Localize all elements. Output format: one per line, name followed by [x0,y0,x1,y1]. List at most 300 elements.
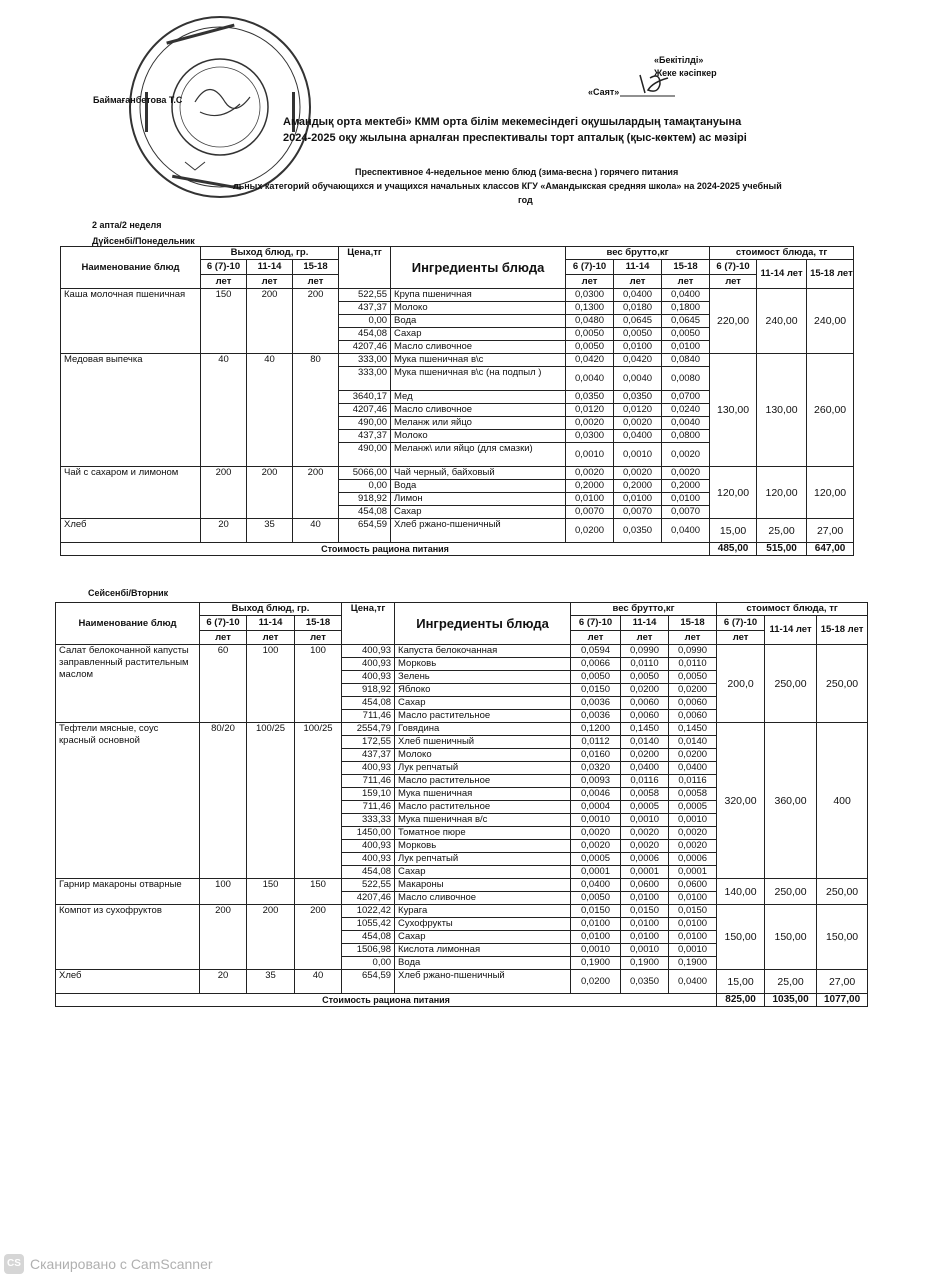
ingredient-weight-3: 0,0140 [669,736,717,749]
header-years: лет [201,275,247,289]
ingredient-weight-3: 0,0060 [669,697,717,710]
dish-cost-1: 200,0 [717,645,765,723]
ingredient-weight-3: 0,0990 [669,645,717,658]
dish-cost-2: 360,00 [765,723,817,879]
header-age-2: 11-14 [247,616,295,631]
total-cost-3: 1077,00 [817,994,868,1007]
table-row [56,645,868,658]
table-row [61,519,854,543]
dish-output-1: 150 [201,289,247,354]
ingredient-name: Вода [395,957,571,970]
dish-cost-3: 27,00 [807,519,854,543]
title-ru-line3: год [518,195,533,205]
ingredient-name: Лук репчатый [395,853,571,866]
ingredient-weight-1: 0,0036 [571,710,621,723]
ingredient-weight-1: 0,0200 [566,519,614,543]
ingredient-weight-2: 0,2000 [614,480,662,493]
dish-name: Хлеб [61,519,201,543]
ingredient-weight-3: 0,0100 [662,493,710,506]
ingredient-name: Сухофрукты [395,918,571,931]
dish-output-1: 80/20 [200,723,247,879]
dish-cost-3: 150,00 [817,905,868,970]
dish-name: Хлеб [56,970,200,994]
dish-cost-2: 120,00 [757,467,807,519]
ingredient-weight-3: 0,0400 [669,762,717,775]
ingredient-name: Меланж или яйцо [391,417,566,430]
ingredient-weight-2: 0,0120 [614,404,662,417]
camscanner-watermark: Сканировано с CamScanner [30,1256,213,1272]
ingredient-weight-1: 0,0100 [571,918,621,931]
header-cost-age-3: 15-18 лет [817,616,868,645]
ingredient-weight-3: 0,0100 [669,931,717,944]
ingredient-name: Мука пшеничная в\с (на подпыл ) [391,367,566,391]
header-weight-age-2: 11-14 [614,260,662,275]
header-years: лет [710,275,757,289]
header-weight-age-2: 11-14 [621,616,669,631]
ingredient-name: Мука пшеничная в/с [395,814,571,827]
ingredient-weight-1: 0,0004 [571,801,621,814]
ingredient-price: 711,46 [342,710,395,723]
ingredient-weight-3: 0,0400 [662,519,710,543]
ingredient-weight-3: 0,1900 [669,957,717,970]
header-dish: Наименование блюд [56,603,200,645]
dish-name: Компот из сухофруктов [56,905,200,970]
person-name: Баймағанбетова Т.С [93,95,183,105]
ingredient-weight-3: 0,0700 [662,391,710,404]
ingredient-name: Мука пшеничная в\с [391,354,566,367]
ingredient-weight-1: 0,0050 [571,892,621,905]
dish-output-1: 200 [200,905,247,970]
ingredient-name: Сахар [395,697,571,710]
header-age-1: 6 (7)-10 [201,260,247,275]
ingredient-price: 1506,98 [342,944,395,957]
ingredient-name: Вода [391,480,566,493]
ingredient-weight-3: 0,1450 [669,723,717,736]
ingredient-name: Молоко [395,749,571,762]
dish-output-1: 40 [201,354,247,467]
dish-cost-1: 150,00 [717,905,765,970]
header-years: лет [293,275,339,289]
ingredient-weight-2: 0,0020 [621,840,669,853]
dish-output-2: 200 [247,467,293,519]
total-cost-3: 647,00 [807,543,854,556]
dish-cost-1: 15,00 [717,970,765,994]
dish-cost-1: 120,00 [710,467,757,519]
ingredient-weight-2: 0,0180 [614,302,662,315]
dish-cost-1: 140,00 [717,879,765,905]
ingredient-name: Капуста белокочанная [395,645,571,658]
ingredient-price: 711,46 [342,775,395,788]
ingredient-name: Говядина [395,723,571,736]
ingredient-weight-1: 0,0050 [571,671,621,684]
ingredient-weight-3: 0,0060 [669,710,717,723]
ingredient-weight-1: 0,0350 [566,391,614,404]
dish-output-3: 40 [293,519,339,543]
tuesday-table-body [56,645,868,1007]
ingredient-price: 2554,79 [342,723,395,736]
ingredient-price: 437,37 [339,302,391,315]
ingredient-name: Вода [391,315,566,328]
ingredient-weight-1: 0,0050 [566,328,614,341]
header-cost: стоимост блюда, тг [710,247,854,260]
ingredient-price: 454,08 [342,931,395,944]
header-years: лет [200,631,247,645]
ingredient-weight-1: 0,0010 [571,944,621,957]
ingredient-weight-1: 0,0150 [571,684,621,697]
header-age-3: 15-18 [293,260,339,275]
ingredient-weight-2: 0,1900 [621,957,669,970]
header-weight-age-3: 15-18 [669,616,717,631]
total-label: Стоимость рациона питания [56,994,717,1007]
ingredient-weight-3: 0,0116 [669,775,717,788]
ingredient-weight-2: 0,0050 [621,671,669,684]
header-cost-age-1: 6 (7)-10 [717,616,765,631]
header-age-1: 6 (7)-10 [200,616,247,631]
dish-cost-1: 320,00 [717,723,765,879]
ingredient-weight-2: 0,0150 [621,905,669,918]
dish-output-1: 200 [201,467,247,519]
ingredient-weight-1: 0,0005 [571,853,621,866]
ingredient-weight-1: 0,0320 [571,762,621,775]
ingredient-weight-2: 0,0001 [621,866,669,879]
dish-cost-2: 250,00 [765,645,817,723]
dish-name: Каша молочная пшеничная [61,289,201,354]
ingredient-weight-1: 0,0093 [571,775,621,788]
dish-output-2: 100 [247,645,295,723]
ingredient-name: Зелень [395,671,571,684]
header-dish: Наименование блюд [61,247,201,289]
ingredient-weight-1: 0,0020 [571,827,621,840]
title-kz-line1: Амандық орта мектебі» КММ орта білім мекемесіндегі оқушылардың тамақтануына [283,116,742,128]
dish-output-2: 150 [247,879,295,905]
header-cost-age-1: 6 (7)-10 [710,260,757,275]
monday-menu-table [60,246,854,556]
ingredient-price: 5066,00 [339,467,391,480]
dish-output-3: 80 [293,354,339,467]
ingredient-weight-3: 0,0050 [669,671,717,684]
ingredient-name: Масло сливочное [391,341,566,354]
ingredient-weight-1: 0,0036 [571,697,621,710]
ingredient-price: 0,00 [339,315,391,328]
ingredient-weight-1: 0,0200 [571,970,621,994]
total-cost-1: 825,00 [717,994,765,1007]
ingredient-weight-2: 0,0400 [614,430,662,443]
ingredient-weight-1: 0,0100 [571,931,621,944]
ingredient-name: Масло растительное [395,775,571,788]
ingredient-weight-1: 0,0020 [566,467,614,480]
ingredient-price: 490,00 [339,417,391,430]
dish-output-3: 40 [295,970,342,994]
ingredient-price: 0,00 [342,957,395,970]
week-label: 2 апта/2 неделя [92,220,162,230]
dish-output-2: 35 [247,519,293,543]
dish-cost-3: 400 [817,723,868,879]
ingredient-weight-3: 0,0200 [669,684,717,697]
total-row [61,543,854,556]
ingredient-weight-2: 0,0040 [614,367,662,391]
ingredient-weight-1: 0,0120 [566,404,614,417]
header-years: лет [566,275,614,289]
ingredient-price: 333,00 [339,354,391,367]
ingredient-weight-1: 0,0420 [566,354,614,367]
ingredient-weight-2: 0,0110 [621,658,669,671]
header-cost-age-3: 15-18 лет [807,260,854,289]
header-years: лет [669,631,717,645]
ingredient-name: Мука пшеничная [395,788,571,801]
ingredient-price: 437,37 [339,430,391,443]
ingredient-name: Масло растительное [395,710,571,723]
ingredient-price: 454,08 [339,328,391,341]
dish-cost-3: 27,00 [817,970,868,994]
table-row [56,905,868,918]
ingredient-weight-2: 0,0010 [621,944,669,957]
header-price: Цена,тг [339,247,391,289]
ingredient-weight-1: 0,0001 [571,866,621,879]
ingredient-weight-1: 0,0050 [566,341,614,354]
ingredient-weight-1: 0,0150 [571,905,621,918]
ingredient-name: Хлеб ржано-пшеничный [395,970,571,994]
ingredient-weight-3: 0,0080 [662,367,710,391]
ingredient-weight-1: 0,1300 [566,302,614,315]
ingredient-weight-3: 0,0040 [662,417,710,430]
header-weight: вес брутто,кг [566,247,710,260]
dish-cost-3: 250,00 [817,645,868,723]
dish-output-1: 20 [201,519,247,543]
monday-label: Дүйсенбі/Понедельник [92,236,195,246]
ingredient-weight-2: 0,0600 [621,879,669,892]
header-weight-age-1: 6 (7)-10 [566,260,614,275]
camscanner-logo-icon: CS [4,1254,24,1274]
title-ru-line1: Преспективное 4-недельное меню блюд (зима-весна ) горячего питания [355,167,679,177]
ingredient-weight-2: 0,0116 [621,775,669,788]
table-row [61,289,854,302]
ingredient-weight-3: 0,0050 [662,328,710,341]
ingredient-weight-3: 0,0020 [669,827,717,840]
ingredient-weight-1: 0,0020 [566,417,614,430]
ingredient-weight-3: 0,0005 [669,801,717,814]
dish-cost-3: 240,00 [807,289,854,354]
ingredient-weight-3: 0,0150 [669,905,717,918]
dish-output-3: 100/25 [295,723,342,879]
dish-cost-1: 15,00 [710,519,757,543]
ingredient-name: Хлеб ржано-пшеничный [391,519,566,543]
private-entrepreneur-label: Жеке кәсіпкер [654,68,717,78]
dish-output-3: 200 [293,289,339,354]
ingredient-weight-1: 0,0480 [566,315,614,328]
dish-output-2: 40 [247,354,293,467]
ingredient-weight-3: 0,0020 [669,840,717,853]
dish-output-2: 200 [247,905,295,970]
ingredient-weight-1: 0,0010 [566,443,614,467]
ingredient-price: 1450,00 [342,827,395,840]
ingredient-name: Макароны [395,879,571,892]
ingredient-name: Сахар [395,931,571,944]
dish-name: Гарнир макароны отварные [56,879,200,905]
ingredient-weight-1: 0,0400 [571,879,621,892]
ingredient-weight-3: 0,0110 [669,658,717,671]
ingredient-price: 333,33 [342,814,395,827]
ingredient-weight-2: 0,0100 [621,892,669,905]
ingredient-weight-2: 0,0010 [614,443,662,467]
header-cost: стоимост блюда, тг [717,603,868,616]
header-years: лет [717,631,765,645]
header-years: лет [621,631,669,645]
ingredient-name: Молоко [391,430,566,443]
ingredient-price: 918,92 [339,493,391,506]
dish-cost-2: 25,00 [757,519,807,543]
ingredient-weight-2: 0,0020 [621,827,669,840]
header-years: лет [614,275,662,289]
ingredient-weight-3: 0,0200 [669,749,717,762]
header-ingredients: Ингредиенты блюда [395,603,571,645]
ingredient-weight-2: 0,0350 [621,970,669,994]
ingredient-weight-2: 0,0645 [614,315,662,328]
ingredient-weight-3: 0,0010 [669,944,717,957]
header-weight-age-3: 15-18 [662,260,710,275]
ingredient-name: Масло сливочное [391,404,566,417]
tuesday-label: Сейсенбі/Вторник [88,588,169,598]
ingredient-price: 333,00 [339,367,391,391]
ingredient-weight-3: 0,0020 [662,467,710,480]
total-label: Стоимость рациона питания [61,543,710,556]
ingredient-weight-3: 0,0840 [662,354,710,367]
ingredient-weight-2: 0,0100 [614,493,662,506]
dish-output-2: 200 [247,289,293,354]
ingredient-weight-1: 0,0112 [571,736,621,749]
ingredient-weight-2: 0,0100 [621,918,669,931]
ingredient-price: 400,93 [342,645,395,658]
ingredient-weight-2: 0,0100 [621,931,669,944]
ingredient-weight-2: 0,0060 [621,697,669,710]
ingredient-weight-3: 0,1800 [662,302,710,315]
ingredient-weight-2: 0,0005 [621,801,669,814]
ingredient-price: 490,00 [339,443,391,467]
ingredient-price: 4207,46 [339,341,391,354]
dish-cost-2: 240,00 [757,289,807,354]
monday-table-body [61,289,854,556]
ingredient-weight-3: 0,0400 [669,970,717,994]
dish-name: Салат белокочанной капусты заправленный растительным маслом [56,645,200,723]
ingredient-price: 400,93 [342,671,395,684]
total-row [56,994,868,1007]
ingredient-weight-2: 0,0200 [621,749,669,762]
ingredient-name: Томатное пюре [395,827,571,840]
ingredient-price: 4207,46 [342,892,395,905]
ingredient-name: Крупа пшеничная [391,289,566,302]
round-seal-stamp [125,12,315,202]
dish-name: Чай с сахаром и лимоном [61,467,201,519]
ingredient-weight-1: 0,0300 [566,289,614,302]
signature-scribble [620,70,680,100]
ingredient-name: Масло растительное [395,801,571,814]
ingredient-weight-2: 0,0058 [621,788,669,801]
ingredient-name: Кислота лимонная [395,944,571,957]
ingredient-price: 454,08 [339,506,391,519]
ingredient-name: Морковь [395,840,571,853]
dish-cost-3: 120,00 [807,467,854,519]
ingredient-name: Сахар [395,866,571,879]
ingredient-weight-1: 0,0010 [571,814,621,827]
ingredient-weight-1: 0,0066 [571,658,621,671]
ingredient-weight-1: 0,2000 [566,480,614,493]
ingredient-weight-3: 0,0006 [669,853,717,866]
ingredient-name: Молоко [391,302,566,315]
ingredient-weight-1: 0,0594 [571,645,621,658]
ingredient-weight-2: 0,1450 [621,723,669,736]
header-ingredients: Ингредиенты блюда [391,247,566,289]
title-ru-line2: льных категорий обучающихся и учащихся начальных классов КГУ «Амандыкская средняя школа» на 2024-2025 учебный [233,181,782,191]
ingredient-weight-2: 0,0070 [614,506,662,519]
header-years: лет [295,631,342,645]
ingredient-weight-3: 0,0400 [662,289,710,302]
ingredient-weight-1: 0,1200 [571,723,621,736]
dish-output-3: 100 [295,645,342,723]
ingredient-weight-2: 0,0020 [614,417,662,430]
ingredient-weight-3: 0,0100 [669,918,717,931]
ingredient-name: Курага [395,905,571,918]
ingredient-price: 918,92 [342,684,395,697]
ingredient-weight-2: 0,0990 [621,645,669,658]
total-cost-2: 515,00 [757,543,807,556]
dish-cost-1: 130,00 [710,354,757,467]
table-row [56,723,868,736]
ingredient-weight-2: 0,0200 [621,684,669,697]
ingredient-weight-1: 0,0046 [571,788,621,801]
total-cost-2: 1035,00 [765,994,817,1007]
table-row [61,467,854,480]
ingredient-name: Чай черный, байховый [391,467,566,480]
ingredient-weight-3: 0,2000 [662,480,710,493]
approved-label: «Бекітілді» [654,55,704,65]
ingredient-name: Хлеб пшеничный [395,736,571,749]
ingredient-weight-2: 0,0140 [621,736,669,749]
dish-cost-2: 150,00 [765,905,817,970]
header-years: лет [571,631,621,645]
ingredient-weight-2: 0,0100 [614,341,662,354]
ingredient-price: 172,55 [342,736,395,749]
tuesday-menu-table [55,602,868,1007]
header-price: Цена,тг [342,603,395,645]
ingredient-weight-3: 0,0645 [662,315,710,328]
ingredient-weight-3: 0,0100 [669,892,717,905]
title-kz-line2: 2024-2025 оқу жылына арналған преспективалы торт апталық (қыс-көктем) ас мәзірі [283,132,747,144]
ingredient-weight-1: 0,0070 [566,506,614,519]
ingredient-name: Лук репчатый [395,762,571,775]
dish-output-1: 100 [200,879,247,905]
header-age-2: 11-14 [247,260,293,275]
total-cost-1: 485,00 [710,543,757,556]
ingredient-price: 654,59 [339,519,391,543]
ingredient-weight-1: 0,0040 [566,367,614,391]
ingredient-name: Яблоко [395,684,571,697]
ingredient-weight-3: 0,0070 [662,506,710,519]
ingredient-weight-3: 0,0058 [669,788,717,801]
ingredient-price: 400,93 [342,658,395,671]
ingredient-price: 711,46 [342,801,395,814]
ingredient-name: Морковь [395,658,571,671]
dish-cost-1: 220,00 [710,289,757,354]
header-years: лет [662,275,710,289]
ingredient-weight-2: 0,0400 [621,762,669,775]
ingredient-price: 522,55 [342,879,395,892]
ingredient-price: 654,59 [342,970,395,994]
ingredient-weight-2: 0,0010 [621,814,669,827]
ingredient-price: 400,93 [342,840,395,853]
ingredient-weight-3: 0,0001 [669,866,717,879]
ingredient-price: 400,93 [342,853,395,866]
dish-cost-2: 25,00 [765,970,817,994]
dish-output-3: 200 [295,905,342,970]
